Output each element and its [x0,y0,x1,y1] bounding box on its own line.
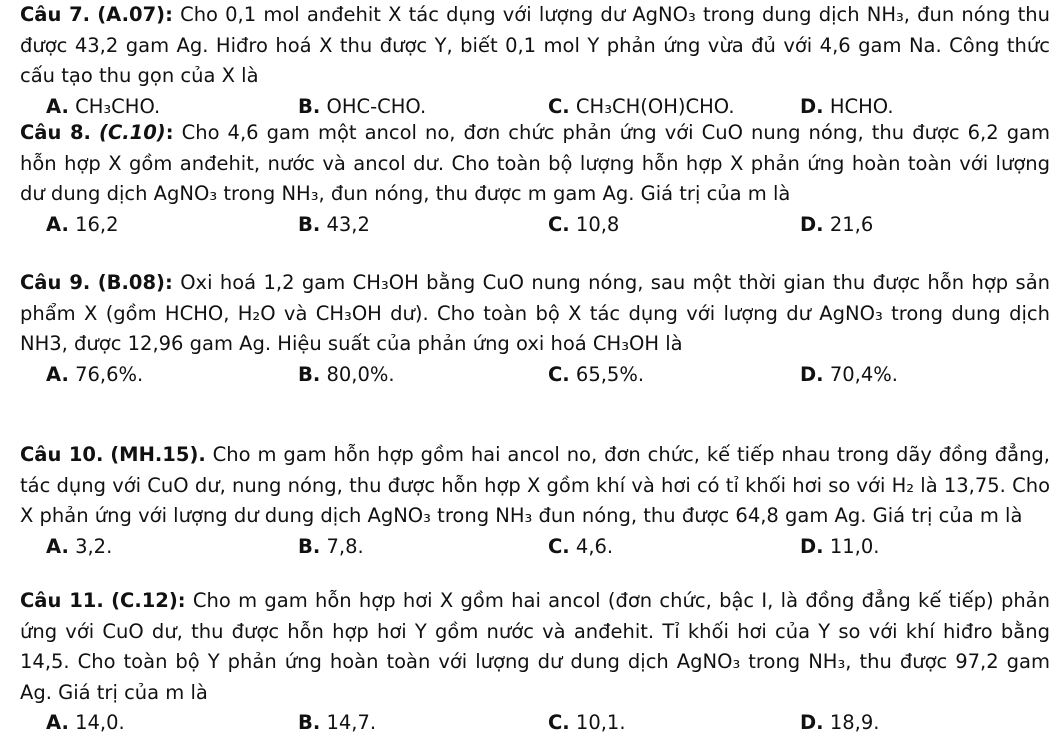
question-source: (C.10) [99,121,166,144]
answer-row [20,210,1050,240]
answer-b[interactable] [298,532,364,562]
answer-letter: B. [298,362,321,386]
question-label: Câu 11. [20,589,104,612]
question-8 [20,118,1050,240]
question-text: Oxi hoá 1,2 gam CH₃OH bằng CuO nung nóng, sau một thời gian thu được hỗn hợp sản phẩm X (gồm HCHO, H₂O và CH₃OH dư). Cho toàn bộ X tác dụng với lượng dư AgNO₃ trong dung dịch NH3, được 12,96 gam Ag. Hiệu suất của phản ứng oxi hoá CH₃OH là [20,271,1051,356]
question-source: (MH.15). [110,443,206,466]
question-text: Cho 4,6 gam một ancol no, đơn chức phản ứng với CuO nung nóng, thu được 6,2 gam hỗn hợp X gồm anđehit, nước và ancol dư. Cho toàn bộ lượng hỗn hợp X phản ứng hoàn toàn với lượng dư dung dịch AgNO₃ trong NH₃, đun nóng, thu được m gam Ag. Giá trị của m là [20,121,1051,206]
answer-text: 70,4%. [829,362,898,386]
question-stem [20,586,1050,708]
question-7 [20,0,1050,122]
answer-text: 80,0%. [326,362,395,386]
answer-a[interactable] [46,210,119,240]
answer-letter: B. [298,711,321,735]
question-stem: Câu 7. (A.07): Cho 0,1 mol anđehit X tác dụng với lượng dư AgNO₃ trong dung dịch NH₃, đun nóng thu được 43,2 gam Ag. Hiđro hoá X thu được Y, biết 0,1 mol Y phản ứng vừa đủ với 4,6 gam Na. Công thức cấu tạo thu gọn của X là [20,3,1050,88]
answer-text: OHC-CHO. [326,94,427,118]
question-source: (B.08) [97,271,165,294]
answer-c[interactable] [548,360,644,390]
answer-text: 14,0. [75,711,125,735]
answer-letter: A. [46,362,69,386]
answer-letter: B. [298,534,321,558]
answer-text: 3,2. [75,534,113,558]
answer-d[interactable] [800,360,898,390]
answer-letter: C. [548,94,570,118]
question-label: Câu 7. [20,3,91,26]
answer-c[interactable] [548,708,626,738]
answer-text: 10,1. [575,711,626,735]
answer-d[interactable] [800,532,879,562]
answer-letter: A. [46,711,69,735]
answer-letter: D. [800,212,824,236]
answer-text: 11,0. [829,534,880,558]
answer-c[interactable] [548,210,619,240]
answer-row [20,360,1050,390]
question-label: Câu 10. [20,443,104,466]
question-text: Cho 0,1 mol anđehit X tác dụng với lượng dư AgNO₃ trong dung dịch NH₃, đun nóng thu được 43,2 gam Ag. Hiđro hoá X thu được Y, biết 0,1 mol Y phản ứng vừa đủ với 4,6 gam Na. Công thức cấu tạo thu gọn của X là [20,3,1050,88]
answer-text: 7,8. [326,534,364,558]
answer-letter: B. [298,94,321,118]
answer-d[interactable] [800,210,873,240]
answer-letter: C. [548,711,570,735]
answer-text: CH₃CHO. [75,94,161,118]
question-label: Câu 9. [20,271,91,294]
answer-letter: A. [46,94,69,118]
answer-text: 43,2 [326,212,370,236]
question-stem [20,440,1050,532]
answer-text: 65,5%. [575,362,645,386]
answer-letter: D. [800,711,824,735]
answer-row [20,708,1050,738]
answer-text: HCHO. [829,94,894,118]
question-text: Cho m gam hỗn hợp hơi X gồm hai ancol (đơn chức, bậc I, là đồng đẳng kế tiếp) phản ứng với CuO dư, thu được hỗn hợp hơi Y gồm nước và anđehit. Tỉ khối hơi của Y so với khí hiđro bằng 14,5. Cho toàn bộ Y phản ứng hoàn toàn với lượng dư dung dịch AgNO₃ trong NH₃, thu được 97,2 gam Ag. Giá trị của m là [20,589,1050,704]
answer-text: 18,9. [829,711,880,735]
answer-row [20,532,1050,562]
question-source: (C.12): [111,589,186,612]
answer-letter: C. [548,362,570,386]
answer-b[interactable] [298,360,395,390]
question-9 [20,268,1050,390]
question-10 [20,440,1050,562]
question-source: (A.07) [97,3,166,26]
answer-letter: C. [548,212,570,236]
answer-a[interactable] [46,708,125,738]
answer-letter: D. [800,94,824,118]
answer-a[interactable] [46,360,143,390]
answer-c[interactable] [548,532,613,562]
answer-letter: D. [800,534,824,558]
answer-letter: A. [46,534,69,558]
answer-letter: D. [800,362,824,386]
answer-text: 14,7. [326,711,377,735]
question-label: Câu 8. [20,121,91,144]
answer-text: 16,2 [75,212,119,236]
answer-text: 21,6 [829,212,874,236]
question-text: Cho m gam hỗn hợp gồm hai ancol no, đơn chức, kế tiếp nhau trong dãy đồng đẳng, tác dụng với CuO dư, nung nóng, thu được hỗn hợp X gồm khí và hơi có tỉ khối hơi so với H₂ là 13,75. Cho X phản ứng với lượng dư dung dịch AgNO₃ trong NH₃ đun nóng, thu được 64,8 gam Ag. Giá trị của m là [20,443,1050,528]
answer-d[interactable] [800,708,879,738]
answer-b[interactable] [298,210,370,240]
answer-text: 76,6%. [75,362,144,386]
question-11 [20,586,1050,738]
question-stem: Câu 9. (B.08): Oxi hoá 1,2 gam CH₃OH bằng CuO nung nóng, sau một thời gian thu được hỗn hợp sản phẩm X (gồm HCHO, H₂O và CH₃OH dư). Cho toàn bộ X tác dụng với lượng dư AgNO₃ trong dung dịch NH3, được 12,96 gam Ag. Hiệu suất của phản ứng oxi hoá CH₃OH là [20,271,1051,356]
answer-text: CH₃CH(OH)CHO. [575,94,735,118]
answer-text: 4,6. [575,534,614,558]
answer-letter: B. [298,212,321,236]
answer-b[interactable] [298,708,376,738]
question-stem: Câu 8. (C.10): Cho 4,6 gam một ancol no, đơn chức phản ứng với CuO nung nóng, thu được 6,2 gam hỗn hợp X gồm anđehit, nước và ancol dư. Cho toàn bộ lượng hỗn hợp X phản ứng hoàn toàn với lượng dư dung dịch AgNO₃ trong NH₃, đun nóng, thu được m gam Ag. Giá trị của m là [20,121,1051,206]
answer-letter: A. [46,212,69,236]
answer-text: 10,8 [575,212,620,236]
answer-letter: C. [548,534,570,558]
answer-a[interactable] [46,532,112,562]
